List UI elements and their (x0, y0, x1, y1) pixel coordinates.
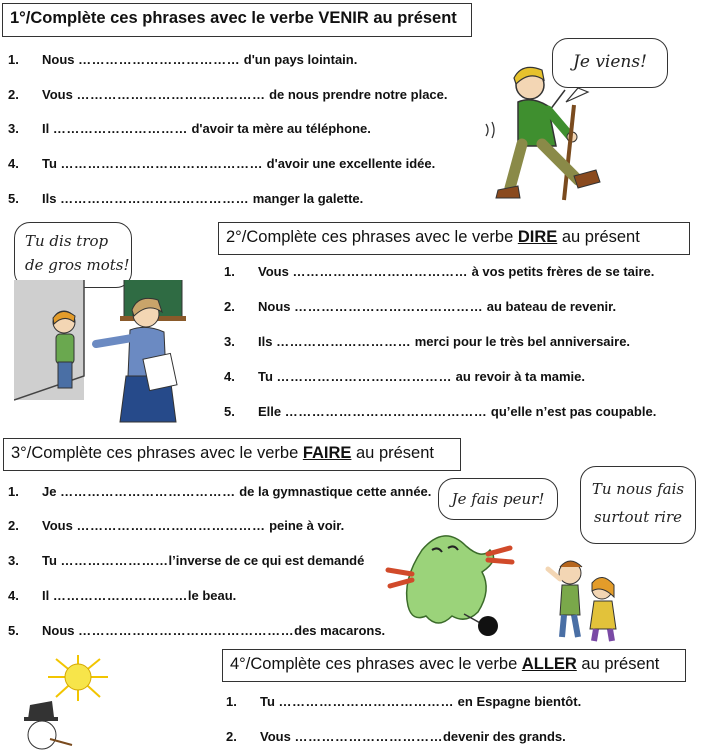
speech-bubble-je-viens: Je viens! (552, 38, 668, 88)
speech-bubble-gros-mots: Tu dis trop de gros mots! (14, 222, 132, 288)
verb-faire: FAIRE (302, 444, 352, 462)
sun-snowman-illustration (8, 655, 138, 751)
speech-bubble-je-fais-peur: Je fais peur! (438, 478, 558, 520)
list-item: 1. Vous ………………………………… à vos petits frères de se taire. (224, 264, 655, 279)
walking-boy-illustration (470, 40, 640, 210)
list-item: 2. Vous …………………………………… peine à voir. (8, 518, 345, 533)
section4-title: 4°/Complète ces phrases avec le verbe ALLER au présent (222, 649, 686, 682)
teacher-scolding-illustration (14, 280, 204, 430)
list-item: 1. Tu ………………………………… en Espagne bientôt. (226, 694, 582, 709)
list-item: 3. Tu ……………………l’inverse de ce qui est demandé (8, 553, 365, 568)
laughing-kids-illustration (540, 545, 630, 645)
list-item: 5. Ils …………………………………… manger la galette. (8, 191, 364, 206)
ghost-illustration (382, 520, 522, 640)
list-item: 4. Il …………………………le beau. (8, 588, 237, 603)
section3-title: 3°/Complète ces phrases avec le verbe FAIRE au présent (3, 438, 461, 471)
section2-title: 2°/Complète ces phrases avec le verbe DIRE au présent (218, 222, 690, 255)
section1-title: 1°/Complète ces phrases avec le verbe VENIR au présent (2, 3, 472, 37)
verb-aller: ALLER (521, 655, 577, 673)
verb-dire: DIRE (517, 228, 558, 246)
speech-bubble-surtout-rire: Tu nous fais surtout rire (580, 466, 696, 544)
list-item: 5. Nous …………………………………………des macarons. (8, 623, 386, 638)
list-item: 1. Je ………………………………… de la gymnastique cette année. (8, 484, 432, 499)
list-item: 2. Nous …………………………………… au bateau de revenir. (224, 299, 617, 314)
list-item: 4. Tu ……………………………………… d'avoir une excellente idée. (8, 156, 436, 171)
list-item: 2. Vous …………………………………… de nous prendre notre place. (8, 87, 448, 102)
list-item: 1. Nous ……………………………… d'un pays lointain. (8, 52, 358, 67)
list-item: 2. Vous ……………………………devenir des grands. (226, 729, 566, 744)
list-item: 3. Ils ………………………… merci pour le très bel anniversaire. (224, 334, 631, 349)
list-item: 4. Tu ………………………………… au revoir à ta mamie. (224, 369, 586, 384)
list-item: 3. Il ………………………… d'avoir ta mère au téléphone. (8, 121, 371, 136)
list-item: 5. Elle ……………………………………… qu’elle n’est pas coupable. (224, 404, 657, 419)
